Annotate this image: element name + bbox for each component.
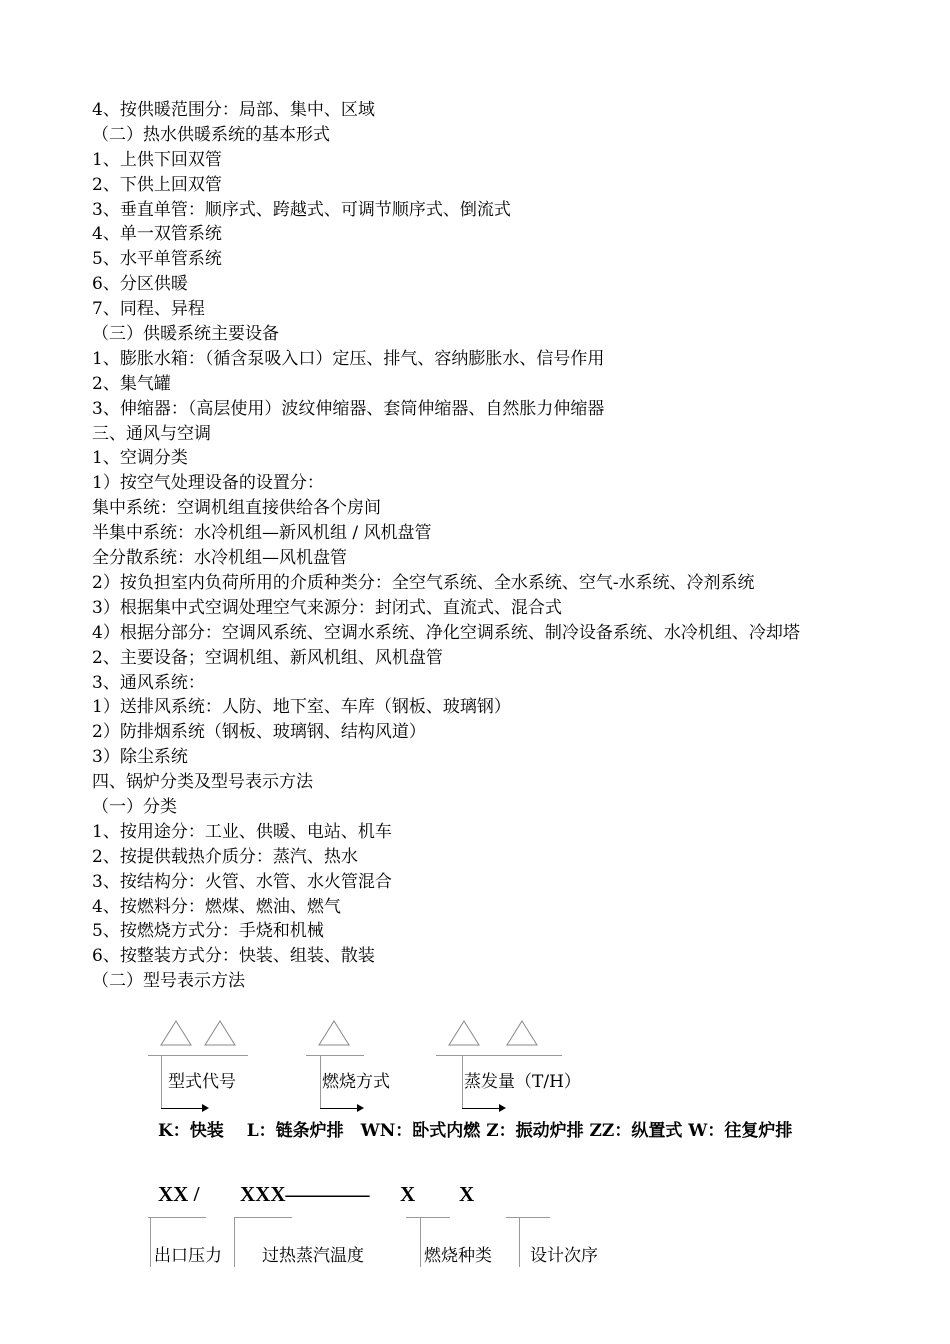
arrow-right-icon (499, 1104, 506, 1112)
triangle-icon (160, 1020, 192, 1046)
triangle-icon (448, 1020, 480, 1046)
text-line: （三）供暖系统主要设备 (92, 324, 279, 345)
text-line: 半集中系统：水冷机组—新风机组 / 风机盘管 (92, 523, 432, 544)
text-line: 1、空调分类 (92, 448, 188, 469)
arrow-right-icon (357, 1104, 364, 1112)
text-line: 2）防排烟系统（钢板、玻璃钢、结构风道） (92, 722, 426, 743)
text-line: 2、主要设备；空调机组、新风机组、风机盘管 (92, 647, 443, 668)
text-line: 2、按提供载热介质分：蒸汽、热水 (92, 846, 358, 867)
text-line: 2、下供上回双管 (92, 174, 222, 195)
text-line: 4、按供暖范围分：局部、集中、区域 (92, 100, 375, 120)
text-line: （二）热水供暖系统的基本形式 (92, 124, 330, 145)
code-part-1: XX / (158, 1182, 200, 1206)
text-line: 4、按燃料分：燃煤、燃油、燃气 (92, 896, 341, 917)
arrow-line (161, 1108, 205, 1109)
label-model-code: 型式代号 (168, 1072, 236, 1092)
triangle-icon (506, 1020, 538, 1046)
text-line: 3）除尘系统 (92, 747, 188, 768)
bracket-line (150, 1217, 151, 1267)
text-line: 3）根据集中式空调处理空气来源分：封闭式、直流式、混合式 (92, 597, 562, 618)
code-part-2: XXX———— (240, 1182, 370, 1206)
text-line: 3、垂直单管：顺序式、跨越式、可调节顺序式、倒流式 (92, 199, 511, 220)
bracket-line (148, 1217, 206, 1218)
bracket-line (420, 1217, 421, 1267)
arrow-right-icon (202, 1104, 209, 1112)
triangle-icon (318, 1020, 350, 1046)
bracket-line (320, 1055, 321, 1109)
arrow-line (462, 1108, 502, 1109)
arrow-line (320, 1108, 360, 1109)
text-line: 集中系统：空调机组直接供给各个房间 (92, 498, 381, 519)
text-line: 四、锅炉分类及型号表示方法 (92, 772, 313, 793)
text-line: 1）按空气处理设备的设置分： (92, 473, 324, 494)
bracket-line (148, 1055, 248, 1056)
bracket-line (436, 1055, 562, 1056)
text-line: 7、同程、异程 (92, 299, 205, 320)
text-line: 5、按燃烧方式分：手烧和机械 (92, 921, 324, 942)
text-line: 3、通风系统： (92, 672, 205, 693)
text-line: 1、上供下回双管 (92, 149, 222, 170)
text-line: 三、通风与空调 (92, 423, 211, 444)
legend-line: K：快装 L：链条炉排 WN：卧式内燃 Z：振动炉排 ZZ：纵置式 W：往复炉排 (158, 1121, 793, 1141)
label-fuel-type: 燃烧种类 (424, 1246, 492, 1266)
text-line: （二）型号表示方法 (92, 971, 245, 992)
code-part-4: X (459, 1182, 475, 1206)
text-line: 2）按负担室内负荷所用的介质种类分：全空气系统、全水系统、空气-水系统、冷剂系统 (92, 572, 755, 593)
text-body (92, 98, 872, 994)
label-outlet-pressure: 出口压力 (154, 1246, 222, 1266)
bracket-line (506, 1217, 550, 1218)
code-part-3: X (400, 1182, 416, 1206)
text-line: （一）分类 (92, 796, 177, 817)
text-line: 5、水平单管系统 (92, 249, 222, 270)
bracket-line (161, 1055, 162, 1109)
text-line: 6、按整装方式分：快装、组装、散装 (92, 946, 375, 967)
label-combustion-mode: 燃烧方式 (322, 1072, 390, 1092)
text-line: 3、伸缩器：（高层使用）波纹伸缩器、套筒伸缩器、自然胀力伸缩器 (92, 398, 605, 419)
text-line: 1）送排风系统：人防、地下室、车库（钢板、玻璃钢） (92, 697, 511, 718)
text-line: 3、按结构分：火管、水管、水火管混合 (92, 871, 392, 892)
triangle-icon (204, 1020, 236, 1046)
bracket-line (462, 1055, 463, 1109)
label-design-order: 设计次序 (530, 1246, 598, 1266)
bracket-line (234, 1217, 292, 1218)
bracket-line (406, 1217, 450, 1218)
bracket-line (306, 1055, 364, 1056)
text-line: 6、分区供暖 (92, 274, 188, 295)
text-line: 4、单一双管系统 (92, 224, 222, 245)
label-evaporation: 蒸发量（T/H） (464, 1072, 581, 1092)
text-line: 全分散系统：水冷机组—风机盘管 (92, 548, 347, 569)
text-line: 1、按用途分：工业、供暖、电站、机车 (92, 821, 392, 842)
text-line: 2、集气罐 (92, 373, 171, 394)
bracket-line (519, 1217, 520, 1267)
text-line: 4）根据分部分：空调风系统、空调水系统、净化空调系统、制冷设备系统、水冷机组、冷却塔 (92, 622, 800, 643)
text-line: 1、膨胀水箱：（循含泵吸入口）定压、排气、容纳膨胀水、信号作用 (92, 348, 605, 369)
label-superheat-temp: 过热蒸汽温度 (262, 1246, 364, 1266)
bracket-line (234, 1217, 235, 1267)
